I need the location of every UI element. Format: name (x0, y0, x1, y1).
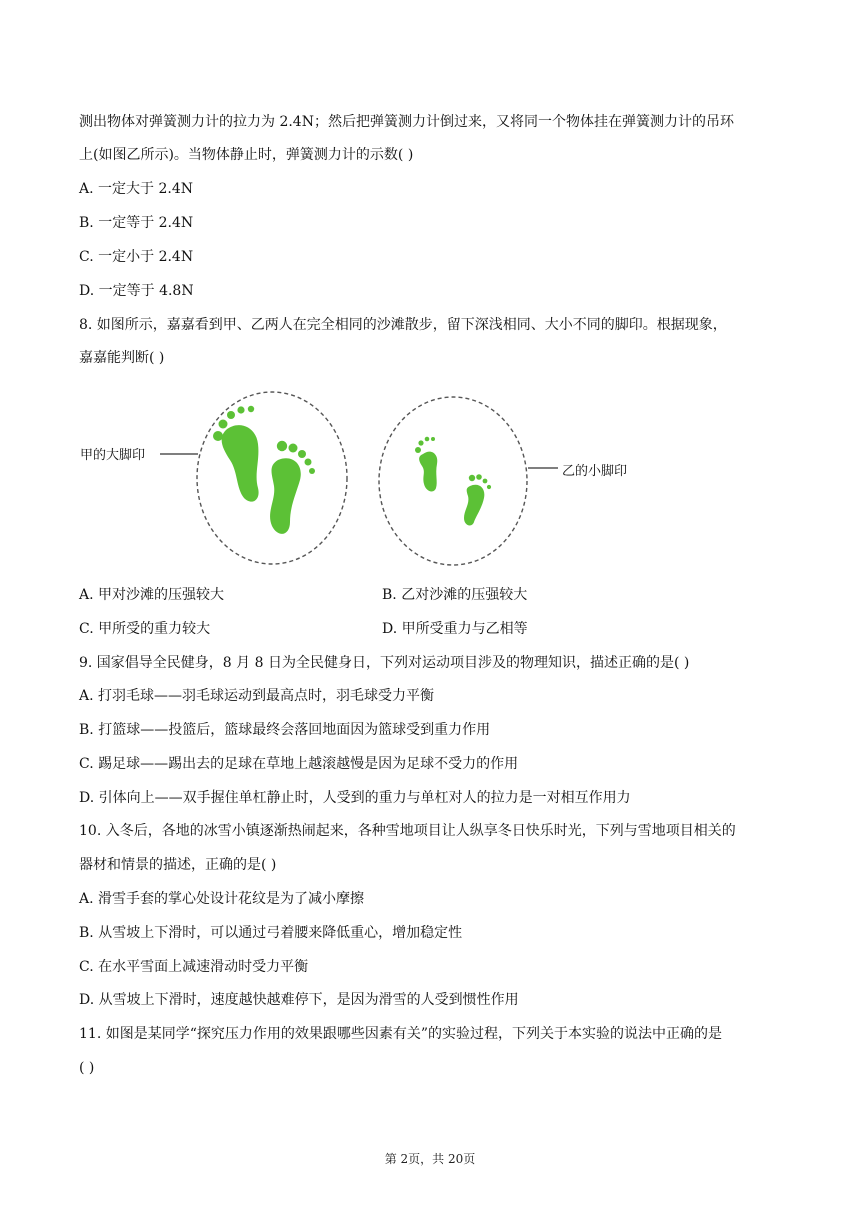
q10-text-line1: 10. 入冬后，各地的冰雪小镇逐渐热闹起来，各种雪地项目让人纵享冬日快乐时光，下列与雪地项目相关的 (79, 823, 736, 839)
q7-text-line1: 测出物体对弹簧测力计的拉力为 2.4N；然后把弹簧测力计倒过来，又将同一个物体挂在弹簧测力计的吊环 (79, 114, 734, 130)
footprints-figure (78, 388, 658, 570)
page-footer: 第 2页，共 20页 (384, 1152, 476, 1166)
q10-option-d: D. 从雪坡上下滑时，速度越快越难停下，是因为滑雪的人受到惯性作用 (79, 992, 519, 1008)
q9-option-a: A. 打羽毛球——羽毛球运动到最高点时，羽毛球受力平衡 (79, 688, 435, 704)
q7-text-line2: 上(如图乙所示)。当物体静止时，弹簧测力计的示数( ) (79, 147, 414, 163)
q11-text-line1: 11. 如图是某同学“探究压力作用的效果跟哪些因素有关”的实验过程，下列关于本实验的说法中正确的是 (79, 1026, 723, 1042)
small-footprint-icon (464, 474, 491, 525)
q8-text-line2: 嘉嘉能判断( ) (79, 350, 165, 366)
right-footprint-label: 乙的小脚印 (562, 464, 628, 479)
footprints-illustration (78, 388, 658, 570)
q10-text-line2: 器材和情景的描述，正确的是( ) (79, 857, 277, 873)
q10-option-c: C. 在水平雪面上减速滑动时受力平衡 (79, 959, 309, 975)
q11-text-line2: ( ) (79, 1060, 95, 1076)
q7-option-d: D. 一定等于 4.8N (79, 283, 194, 299)
q8-option-d: D. 甲所受重力与乙相等 (382, 621, 528, 637)
q9-option-b: B. 打篮球——投篮后，篮球最终会落回地面因为篮球受到重力作用 (79, 722, 491, 738)
q9-text: 9. 国家倡导全民健身，8 月 8 日为全民健身日，下列对运动项目涉及的物理知识，描述正确的是( ) (79, 655, 690, 671)
q7-option-b: B. 一定等于 2.4N (79, 215, 194, 231)
big-footprint-icon (270, 441, 315, 534)
q10-option-b: B. 从雪坡上下滑时，可以通过弓着腰来降低重心，增加稳定性 (79, 925, 463, 941)
small-footprint-icon (415, 437, 437, 492)
q8-option-b: B. 乙对沙滩的压强较大 (382, 587, 528, 603)
q9-option-d: D. 引体向上——双手握住单杠静止时，人受到的重力与单杠对人的拉力是一对相互作用力 (79, 790, 631, 806)
q8-option-a: A. 甲对沙滩的压强较大 (79, 587, 225, 603)
q10-option-a: A. 滑雪手套的掌心处设计花纹是为了减小摩擦 (79, 891, 365, 907)
q8-option-c: C. 甲所受的重力较大 (79, 621, 211, 637)
left-footprint-label: 甲的大脚印 (80, 448, 146, 463)
q7-option-a: A. 一定大于 2.4N (79, 181, 193, 197)
q9-option-c: C. 踢足球——踢出去的足球在草地上越滚越慢是因为足球不受力的作用 (79, 756, 519, 772)
q8-text-line1: 8. 如图所示，嘉嘉看到甲、乙两人在完全相同的沙滩散步，留下深浅相同、大小不同的脚印。根据现象， (79, 317, 727, 333)
big-footprint-icon (213, 406, 259, 502)
q7-option-c: C. 一定小于 2.4N (79, 249, 194, 265)
